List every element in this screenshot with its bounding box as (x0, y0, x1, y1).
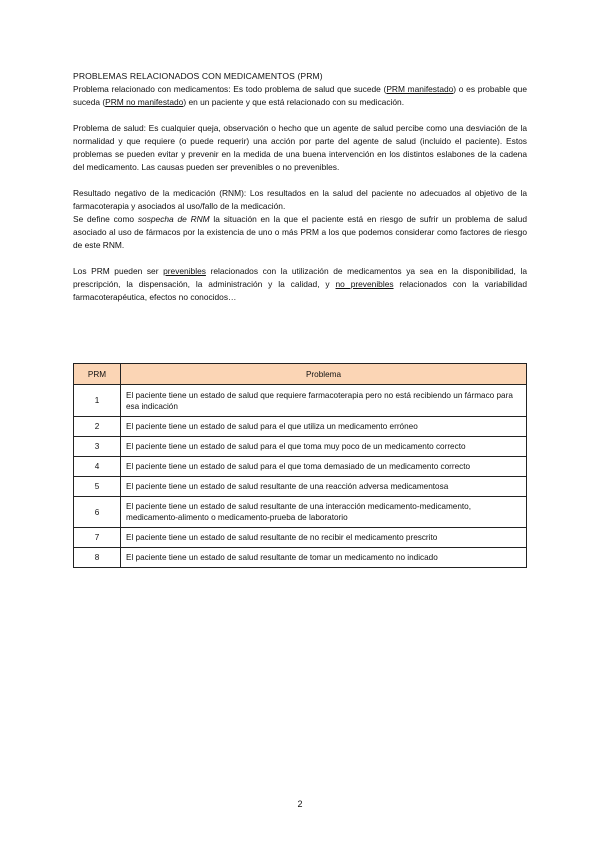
page-number: 2 (297, 799, 303, 809)
prm-number: 2 (74, 417, 121, 437)
prm-description: El paciente tiene un estado de salud resultante de una reacción adversa medicamentosa (121, 477, 527, 497)
prm-number: 1 (74, 385, 121, 417)
prm-table (73, 363, 527, 568)
prm-description: El paciente tiene un estado de salud para el que utiliza un medicamento erróneo (121, 417, 527, 437)
table-row (74, 528, 527, 548)
table-row (74, 417, 527, 437)
column-header-problema: Problema (121, 364, 527, 385)
prm-description: El paciente tiene un estado de salud para el que toma muy poco de un medicamento correcto (121, 437, 527, 457)
paragraph-prm-prevenibles: Los PRM pueden ser prevenibles relacionados con la utilización de medicamentos ya sea en la disponibilidad, la prescripción, la dispensación, la administración y la calidad, y no prevenibles relacionados con la variabilidad farmacoterapéutica, efectos no conocidos… (73, 266, 527, 302)
prm-description: El paciente tiene un estado de salud resultante de no recibir el medicamento prescrito (121, 528, 527, 548)
table-row (74, 457, 527, 477)
term-prm-manifestado: PRM manifestado (386, 84, 454, 94)
prm-number: 7 (74, 528, 121, 548)
prm-number: 6 (74, 497, 121, 528)
table-row (74, 385, 527, 417)
term-no-prevenibles: no prevenibles (335, 279, 394, 289)
prm-description: El paciente tiene un estado de salud resultante de una interacción medicamento-medicamento, medicamento-alimento o medicamento-prueba de laboratorio (121, 497, 527, 528)
term-prevenibles: prevenibles (163, 266, 206, 276)
paragraph-problema-salud: Problema de salud: Es cualquier queja, observación o hecho que un agente de salud percibe como una desviación de la normalidad y que requiere (o puede requerir) una acción por parte del agente de salud (incluido el paciente). Estos problemas se pueden evitar y prevenir en la medida de una buena intervención en los distintos eslabones de la cadena del medicamento. Las causas pueden ser prevenibles o no prevenibles. (73, 123, 527, 172)
page-title: PROBLEMAS RELACIONADOS CON MEDICAMENTOS (PRM) (73, 71, 323, 81)
prm-description: El paciente tiene un estado de salud que requiere farmacoterapia pero no está recibiendo un fármaco para esa indicación (121, 385, 527, 417)
column-header-prm: PRM (74, 364, 121, 385)
term-sospecha-rnm: sospecha de RNM (137, 214, 210, 224)
prm-number: 3 (74, 437, 121, 457)
paragraph-rnm: Resultado negativo de la medicación (RNM): Los resultados en la salud del paciente no adecuados al objetivo de la farmacoterapia y asociados al uso/fallo de la medicación. (73, 188, 527, 211)
paragraph-sospecha-rnm: Se define como sospecha de RNM la situación en la que el paciente está en riesgo de sufrir un problema de salud asociado al uso de fármacos por la existencia de uno o más PRM a los que podemos considerar como factores de riesgo de este RNM. (73, 214, 527, 250)
prm-description: El paciente tiene un estado de salud resultante de tomar un medicamento no indicado (121, 548, 527, 568)
table-header-row (74, 364, 527, 385)
paragraph-prm-definition: Problema relacionado con medicamentos: Es todo problema de salud que sucede (PRM manifestado) o es probable que suceda (PRM no manifestado) en un paciente y que está relacionado con su medicación. (73, 84, 527, 107)
table-row (74, 477, 527, 497)
prm-description: El paciente tiene un estado de salud para el que toma demasiado de un medicamento correcto (121, 457, 527, 477)
table-row (74, 497, 527, 528)
prm-number: 8 (74, 548, 121, 568)
table-row (74, 548, 527, 568)
prm-number: 4 (74, 457, 121, 477)
table-row (74, 437, 527, 457)
prm-number: 5 (74, 477, 121, 497)
document-body (73, 70, 527, 304)
term-prm-no-manifestado: PRM no manifestado (105, 97, 184, 107)
